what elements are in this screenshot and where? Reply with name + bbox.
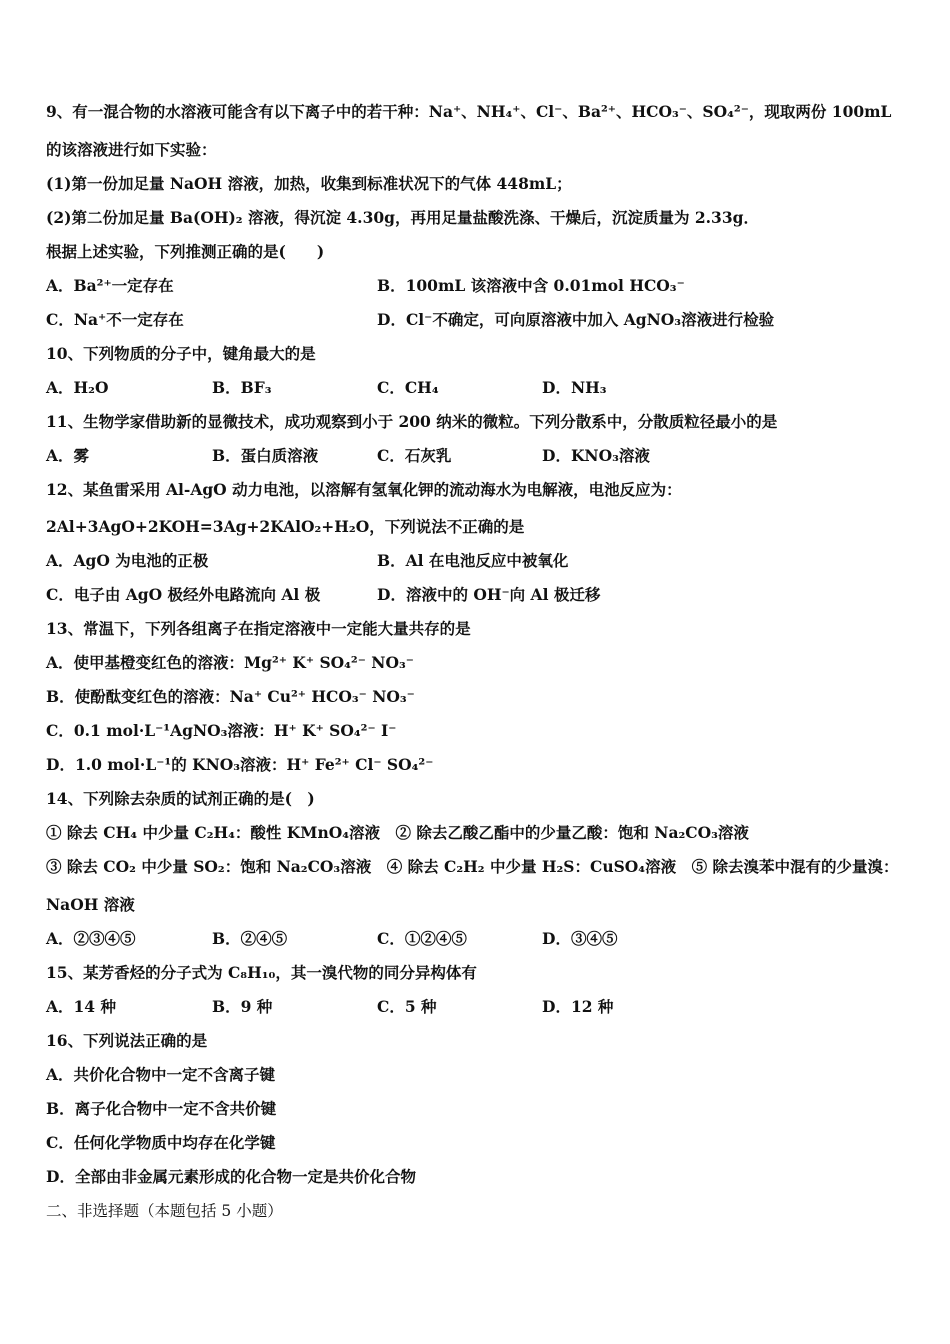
q13-option-b: B．使酚酞变红色的溶液：Na⁺ Cu²⁺ HCO₃⁻ NO₃⁻ — [46, 687, 415, 706]
q15-option-d: D．12 种 — [542, 997, 614, 1016]
q11-option-b: B．蛋白质溶液 — [212, 446, 319, 465]
q16-option-b: B．离子化合物中一定不含共价键 — [46, 1099, 277, 1118]
q14-items-line2: ③ 除去 CO₂ 中少量 SO₂：饱和 Na₂CO₃溶液 ④ 除去 C₂H₂ 中少量 H₂S：CuSO₄溶液 ⑤ 除去溴苯中混有的少量溴： — [46, 857, 899, 876]
q13-option-d: D．1.0 mol·L⁻¹的 KNO₃溶液：H⁺ Fe²⁺ Cl⁻ SO₄²⁻ — [46, 755, 434, 774]
q9-option-d: D．Cl⁻不确定，可向原溶液中加入 AgNO₃溶液进行检验 — [377, 310, 775, 329]
q10-option-b: B．BF₃ — [212, 378, 272, 397]
section-2-heading: 二、非选择题（本题包括 5 小题） — [46, 1202, 283, 1220]
q14-option-d: D．③④⑤ — [542, 929, 618, 948]
q11-stem: 11、生物学家借助新的显微技术，成功观察到小于 200 纳米的微粒。下列分散系中，分散质粒径最小的是 — [46, 412, 778, 431]
q15-option-a: A．14 种 — [46, 997, 116, 1016]
q14-items-line3: NaOH 溶液 — [46, 895, 135, 914]
q9-option-c: C．Na⁺不一定存在 — [46, 310, 184, 329]
q10-option-d: D．NH₃ — [542, 378, 607, 397]
q13-option-c: C．0.1 mol·L⁻¹AgNO₃溶液：H⁺ K⁺ SO₄²⁻ I⁻ — [46, 721, 397, 740]
q14-option-a: A．②③④⑤ — [46, 929, 136, 948]
q16-option-c: C．任何化学物质中均存在化学键 — [46, 1133, 276, 1152]
q14-stem: 14、下列除去杂质的试剂正确的是( ) — [46, 789, 315, 808]
q16-option-d: D．全部由非金属元素形成的化合物一定是共价化合物 — [46, 1167, 416, 1186]
q11-option-c: C．石灰乳 — [377, 446, 452, 465]
q15-option-b: B．9 种 — [212, 997, 273, 1016]
q9-option-b: B．100mL 该溶液中含 0.01mol HCO₃⁻ — [377, 276, 685, 295]
q13-option-a: A．使甲基橙变红色的溶液：Mg²⁺ K⁺ SO₄²⁻ NO₃⁻ — [46, 653, 414, 672]
q12-option-b: B．Al 在电池反应中被氧化 — [377, 551, 569, 570]
q9-stem-line1: 9、有一混合物的水溶液可能含有以下离子中的若干种：Na⁺、NH₄⁺、Cl⁻、Ba²⁺、HCO₃⁻、SO₄²⁻，现取两份 100mL — [46, 102, 892, 121]
q16-option-a: A．共价化合物中一定不含离子键 — [46, 1065, 276, 1084]
q11-option-a: A．雾 — [46, 446, 90, 465]
q12-option-a: A．AgO 为电池的正极 — [46, 551, 209, 570]
q14-option-b: B．②④⑤ — [212, 929, 288, 948]
q13-stem: 13、常温下，下列各组离子在指定溶液中一定能大量共存的是 — [46, 619, 471, 638]
q9-question: 根据上述实验，下列推测正确的是( ) — [46, 242, 325, 261]
q14-option-c: C．①②④⑤ — [377, 929, 467, 948]
q10-stem: 10、下列物质的分子中，键角最大的是 — [46, 344, 316, 363]
q12-option-d: D．溶液中的 OH⁻向 Al 极迁移 — [377, 585, 601, 604]
q16-stem: 16、下列说法正确的是 — [46, 1031, 208, 1050]
q10-option-a: A．H₂O — [46, 378, 109, 397]
q12-option-c: C．电子由 AgO 极经外电路流向 Al 极 — [46, 585, 321, 604]
q9-stem-line2: 的该溶液进行如下实验： — [46, 140, 217, 159]
q11-option-d: D．KNO₃溶液 — [542, 446, 650, 465]
q9-option-a: A．Ba²⁺一定存在 — [46, 276, 174, 295]
q15-option-c: C．5 种 — [377, 997, 437, 1016]
q9-experiment-1: (1)第一份加足量 NaOH 溶液，加热，收集到标准状况下的气体 448mL； — [46, 174, 572, 193]
q14-items-line1: ① 除去 CH₄ 中少量 C₂H₄：酸性 KMnO₄溶液 ② 除去乙酸乙酯中的少量乙酸：饱和 Na₂CO₃溶液 — [46, 823, 749, 842]
q15-stem: 15、某芳香烃的分子式为 C₈H₁₀，其一溴代物的同分异构体有 — [46, 963, 477, 982]
q9-experiment-2: (2)第二份加足量 Ba(OH)₂ 溶液，得沉淀 4.30g，再用足量盐酸洗涤、干燥后，沉淀质量为 2.33g． — [46, 208, 759, 227]
q12-stem-line1: 12、某鱼雷采用 Al-AgO 动力电池，以溶解有氢氧化钾的流动海水为电解液，电池反应为： — [46, 480, 682, 499]
q12-stem-line2: 2Al+3AgO+2KOH=3Ag+2KAlO₂+H₂O，下列说法不正确的是 — [46, 517, 525, 536]
q10-option-c: C．CH₄ — [377, 378, 439, 397]
